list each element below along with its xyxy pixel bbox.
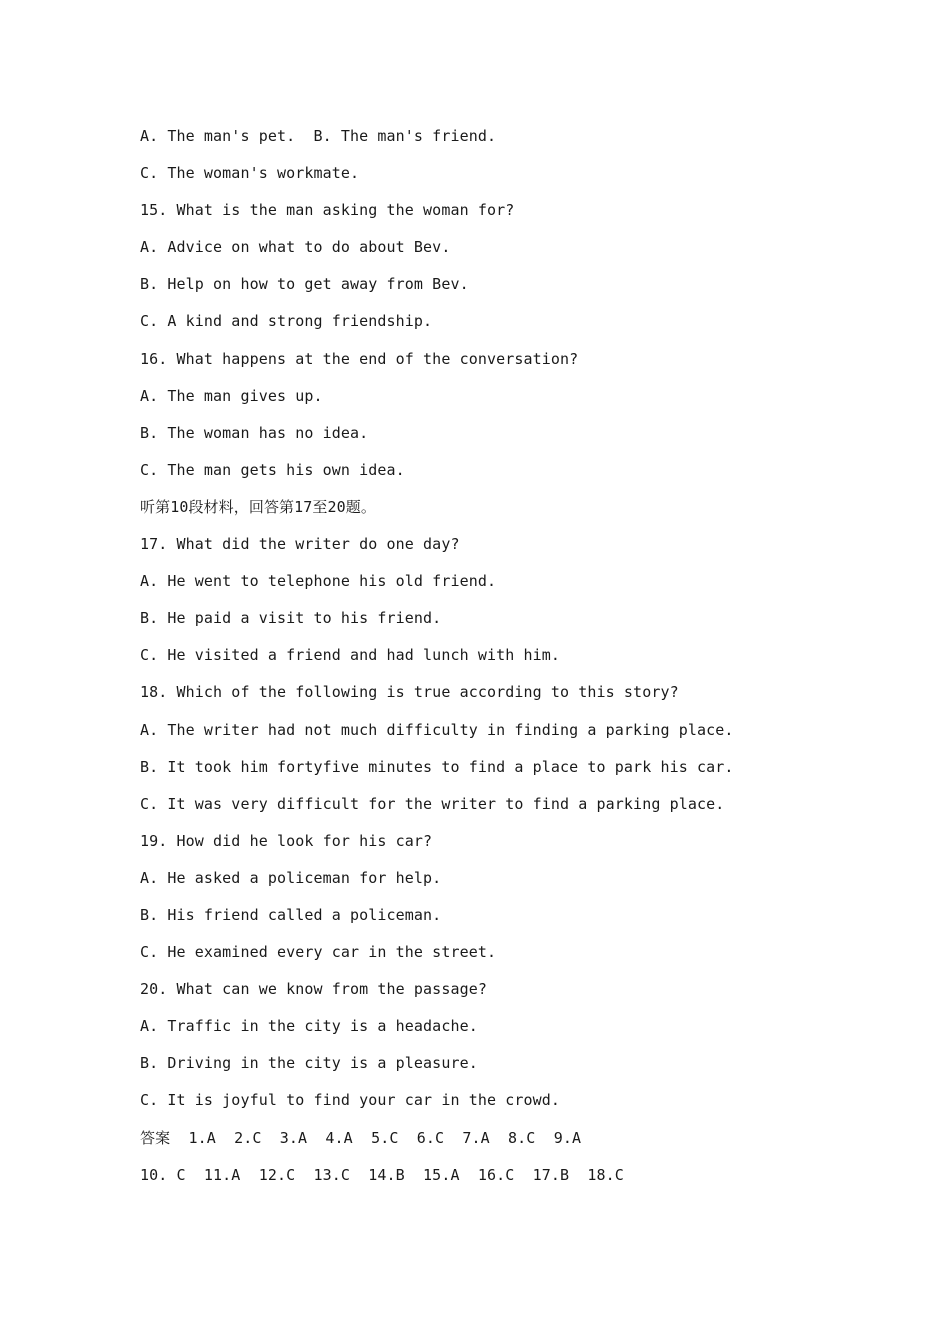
option-16-a: A. The man gives up. [140,386,323,405]
document-content [140,122,840,1198]
option-19-a: A. He asked a policeman for help. [140,868,442,887]
question-18: 18. Which of the following is true according to this story? [140,683,679,702]
option-17-c: C. He visited a friend and had lunch with him. [140,646,561,665]
option-17-b: B. He paid a visit to his friend. [140,609,442,628]
option-16-c: C. The man gets his own idea. [140,460,405,479]
option-16-b: B. The woman has no idea. [140,423,369,442]
question-20: 20. What can we know from the passage? [140,980,487,999]
option-19-b: B. His friend called a policeman. [140,905,442,924]
option-15-a: A. Advice on what to do about Bev. [140,238,451,257]
answer-key-line-2: 10. C 11.A 12.C 13.C 14.B 15.A 16.C 17.B 18.C [140,1165,624,1184]
answer-key-line-1: 答案 1.A 2.C 3.A 4.A 5.C 6.C 7.A 8.C 9.A [140,1128,582,1147]
question-15: 15. What is the man asking the woman for? [140,201,515,220]
option-line-14-c: C. The woman's workmate. [140,164,360,183]
option-20-c: C. It is joyful to find your car in the crowd. [140,1091,561,1110]
section-instruction: 听第10段材料，回答第17至20题。 [140,497,376,516]
option-15-c: C. A kind and strong friendship. [140,312,433,331]
question-19: 19. How did he look for his car? [140,831,433,850]
option-17-a: A. He went to telephone his old friend. [140,572,497,591]
question-16: 16. What happens at the end of the conversation? [140,349,579,368]
option-line-14-ab: A. The man's pet. B. The man's friend. [140,127,497,145]
option-15-b: B. Help on how to get away from Bev. [140,275,469,294]
option-19-c: C. He examined every car in the street. [140,943,497,962]
option-18-b: B. It took him fortyfive minutes to find a place to park his car. [140,757,734,776]
option-18-a: A. The writer had not much difficulty in finding a parking place. [140,720,734,739]
option-20-a: A. Traffic in the city is a headache. [140,1017,478,1036]
question-17: 17. What did the writer do one day? [140,535,460,554]
option-20-b: B. Driving in the city is a pleasure. [140,1054,478,1073]
option-18-c: C. It was very difficult for the writer to find a parking place. [140,794,725,813]
